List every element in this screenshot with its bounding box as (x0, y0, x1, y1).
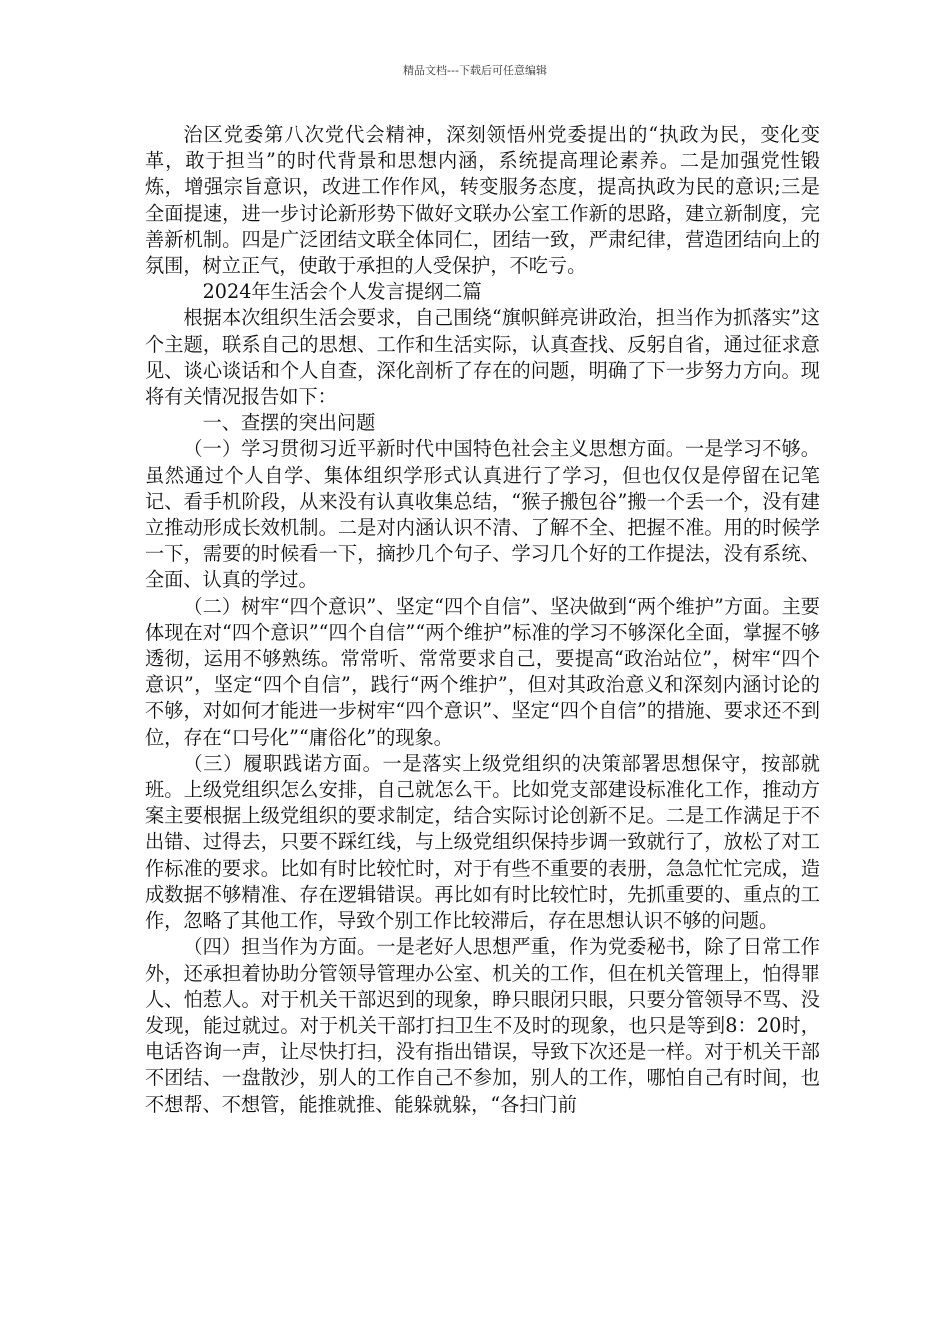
paragraph-continuation: 治区党委第八次党代会精神，深刻领悟州党委提出的“执政为民，变化变革，敢于担当”的时代背景和思想内涵，系统提高理论素养。二是加强党性锻炼，增强宗旨意识，改进工作作风，转变服务态度，提高执政为民的意识;三是全面提速，进一步讨论新形势下做好文联办公室工作新的思路，建立新制度，完善新机制。四是广泛团结文联全体同仁，团结一致，严肃纪律，营造团结向上的氛围，树立正气，使敢于承担的人受保护，不吃亏。 (145, 123, 820, 278)
paragraph-intro: 根据本次组织生活会要求，自己围绕“旗帜鲜亮讲政治，担当作为抓落实”这个主题，联系自己的思想、工作和生活实际，认真查找、反躬自省，通过征求意见、谈心谈话和个人自查，深化剖析了存在的问题，明确了下一步努力方向。现将有关情况报告如下： (145, 306, 820, 409)
paragraph-item-2: （二）树牢“四个意识”、坚定“四个自信”、坚决做到“两个维护”方面。主要体现在对“四个意识”“四个自信”“两个维护”标准的学习不够深化全面，掌握不够透彻，运用不够熟练。常常听、常常要求自己，要提高“政治站位”，树牢“四个意识”，坚定“四个自信”，践行“两个维护”，但对其政治意义和深刻内涵讨论的不够，对如何才能进一步树牢“四个意识”、坚定“四个自信”的措施、要求还不到位，存在“口号化”“庸俗化”的现象。 (145, 594, 820, 749)
paragraph-item-1: （一）学习贯彻习近平新时代中国特色社会主义思想方面。一是学习不够。虽然通过个人自学、集体组织学形式认真进行了学习，但也仅仅是停留在记笔记、看手机阶段，从来没有认真收集总结，“猴子搬包谷”搬一个丢一个，没有建立推动形成长效机制。二是对内涵认识不清、了解不全、把握不准。用的时候学一下，需要的时候看一下，摘抄几个句子、学习几个好的工作提法，没有系统、全面、认真的学过。 (145, 437, 820, 592)
page-header: 精品文档---下载后可任意编辑 (403, 64, 547, 77)
section-title: 2024年生活会个人发言提纲二篇 (202, 280, 482, 304)
document-body (145, 122, 820, 1118)
paragraph-item-3: （三）履职践诺方面。一是落实上级党组织的决策部署思想保守，按部就班。上级党组织怎么安排，自己就怎么干。比如党支部建设标准化工作，推动方案主要根据上级党组织的要求制定，结合实际讨论创新不足。二是工作满足于不出错、过得去，只要不踩红线，与上级党组织保持步调一致就行了，放松了对工作标准的要求。比如有时比较忙时，对于有些不重要的表册，急急忙忙完成，造成数据不够精准、存在逻辑错误。再比如有时比较忙时，先抓重要的、重点的工作，忽略了其他工作，导致个别工作比较滞后，存在思想认识不够的问题。 (145, 751, 820, 933)
section-heading: 一、查摆的突出问题 (202, 411, 376, 435)
paragraph-item-4: （四）担当作为方面。一是老好人思想严重，作为党委秘书，除了日常工作外，还承担着协助分管领导管理办公室、机关的工作，但在机关管理上，怕得罪人、怕惹人。对于机关干部迟到的现象，睁只眼闭只眼，只要分管领导不骂、没发现，能过就过。对于机关干部打扫卫生不及时的现象，也只是等到8：20时，电话咨询一声，让尽快打扫，没有指出错误，导致下次还是一样。对于机关干部不团结、一盘散沙，别人的工作自己不参加，别人的工作，哪怕自己有时间，也不想帮、不想管，能推就推、能躲就躲，“各扫门前 (145, 935, 820, 1116)
